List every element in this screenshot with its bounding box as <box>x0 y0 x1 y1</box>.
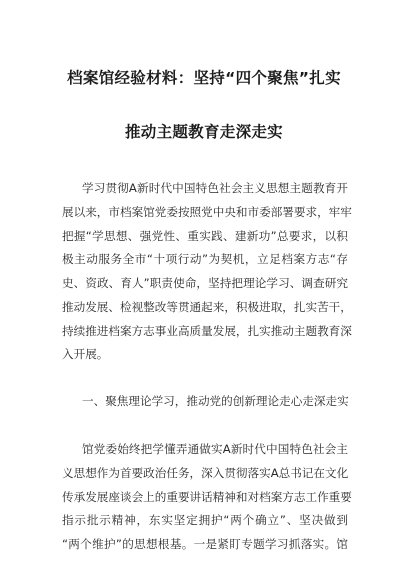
document-title-line-2: 推动主题教育走深走实 <box>124 123 283 141</box>
section-line: “两个维护”的思想根基。一是紧盯专题学习抓落实。馆 <box>62 537 348 551</box>
intro-line: 持续推进档案方志事业高质量发展，扎实推动主题教育深 <box>62 324 352 338</box>
intro-line: 极主动服务全市“十项行动”为契机，立足档案方志“存 <box>62 252 348 266</box>
document-title-line-1: 档案馆经验材料：坚持“四个聚焦”扎实 <box>67 69 341 87</box>
intro-line: 展以来，市档案馆党委按照党中央和市委部署要求，牢牢 <box>62 205 352 219</box>
intro-line: 把握“学思想、强党性、重实践、建新功”总要求，以积 <box>62 229 348 243</box>
intro-line: 史、资政、育人”职责使命，坚持把理论学习、调查研究 <box>62 276 348 290</box>
section-line: 传承发展座谈会上的重要讲话精神和对档案方志工作重要 <box>62 490 352 504</box>
intro-line: 推动发展、检视整改等贯通起来，积极进取，扎实苦干， <box>62 300 352 314</box>
section-line: 馆党委始终把学懂弄通做实A新时代中国特色社会主 <box>82 442 348 456</box>
section-line: 义思想作为首要政治任务，深入贯彻落实A总书记在文化 <box>62 466 349 480</box>
intro-line: 学习贯彻A新时代中国特色社会主义思想主题教育开 <box>82 181 348 195</box>
intro-line: 入开展。 <box>62 347 109 361</box>
section-heading: 一、聚焦理论学习，推动党的创新理论走心走深走实 <box>82 394 349 408</box>
section-line: 指示批示精神，东实坚定拥护“两个确立”、坚决做到 <box>62 513 348 527</box>
